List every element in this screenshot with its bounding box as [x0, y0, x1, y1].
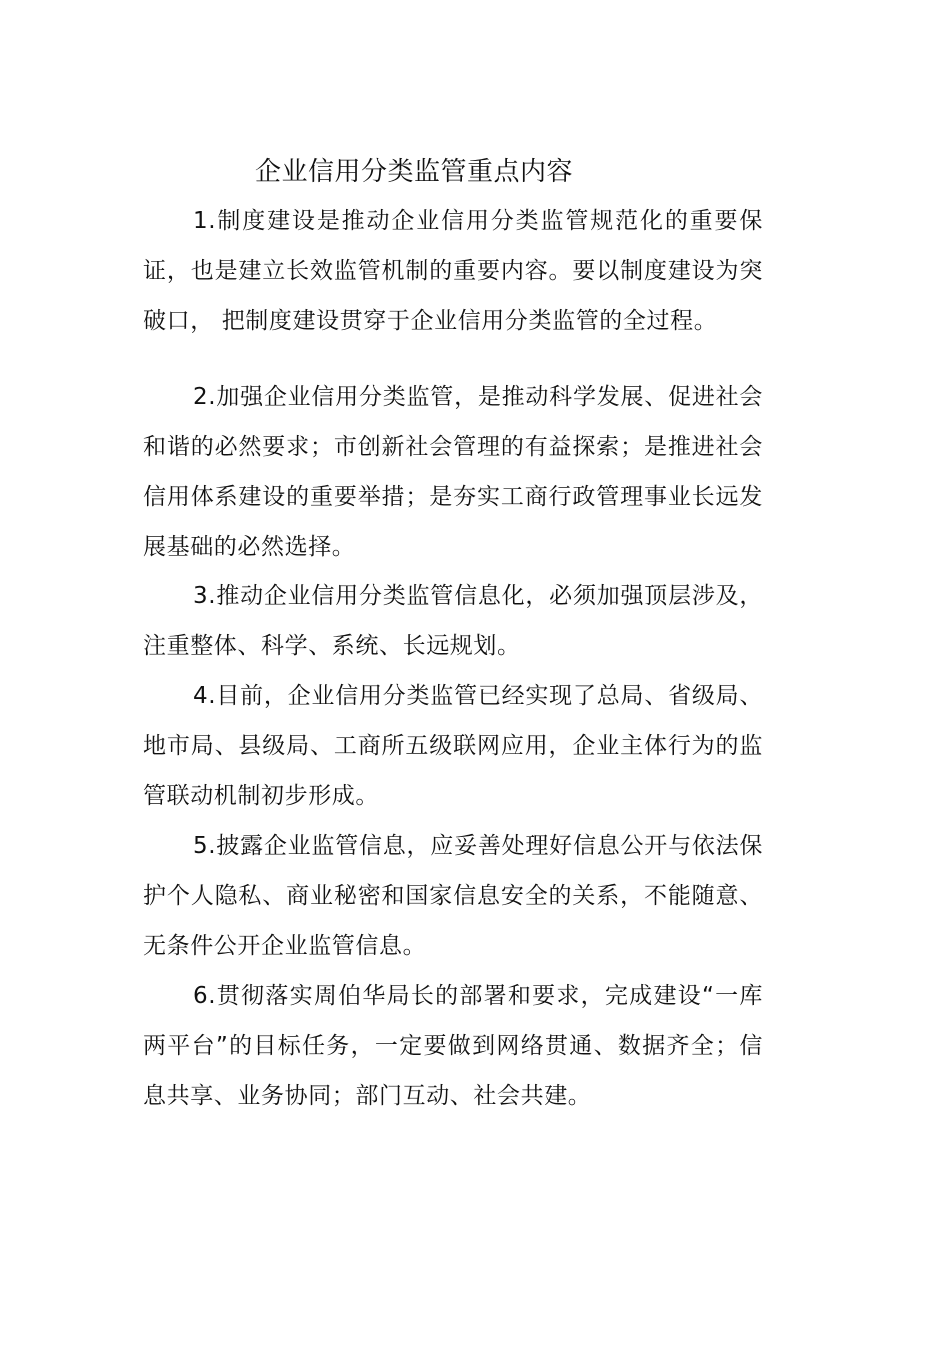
paragraph-3: 3.推动企业信用分类监管信息化，必须加强顶层涉及，注重整体、科学、系统、长远规划。 — [143, 583, 763, 659]
paragraph-6: 6.贯彻落实周伯华局长的部署和要求，完成建设“一库两平台”的目标任务，一定要做到网络贯通、数据齐全；信息共享、业务协同；部门互动、社会共建。 — [143, 983, 763, 1109]
paragraph-5: 5.披露企业监管信息，应妥善处理好信息公开与依法保护个人隐私、商业秘密和国家信息安全的关系，不能随意、无条件公开企业监管信息。 — [143, 833, 763, 959]
paragraph-2: 2.加强企业信用分类监管，是推动科学发展、促进社会和谐的必然要求；市创新社会管理的有益探索；是推进社会信用体系建设的重要举措；是夯实工商行政管理事业长远发展基础的必然选择。 — [143, 384, 763, 560]
paragraph-4: 4.目前，企业信用分类监管已经实现了总局、省级局、地市局、县级局、工商所五级联网应用，企业主体行为的监管联动机制初步形成。 — [143, 683, 763, 809]
document-title: 企业信用分类监管重点内容 — [255, 157, 574, 187]
paragraph-1: 1.制度建设是推动企业信用分类监管规范化的重要保证，也是建立长效监管机制的重要内容。要以制度建设为突破口， 把制度建设贯穿于企业信用分类监管的全过程。 — [143, 208, 763, 334]
